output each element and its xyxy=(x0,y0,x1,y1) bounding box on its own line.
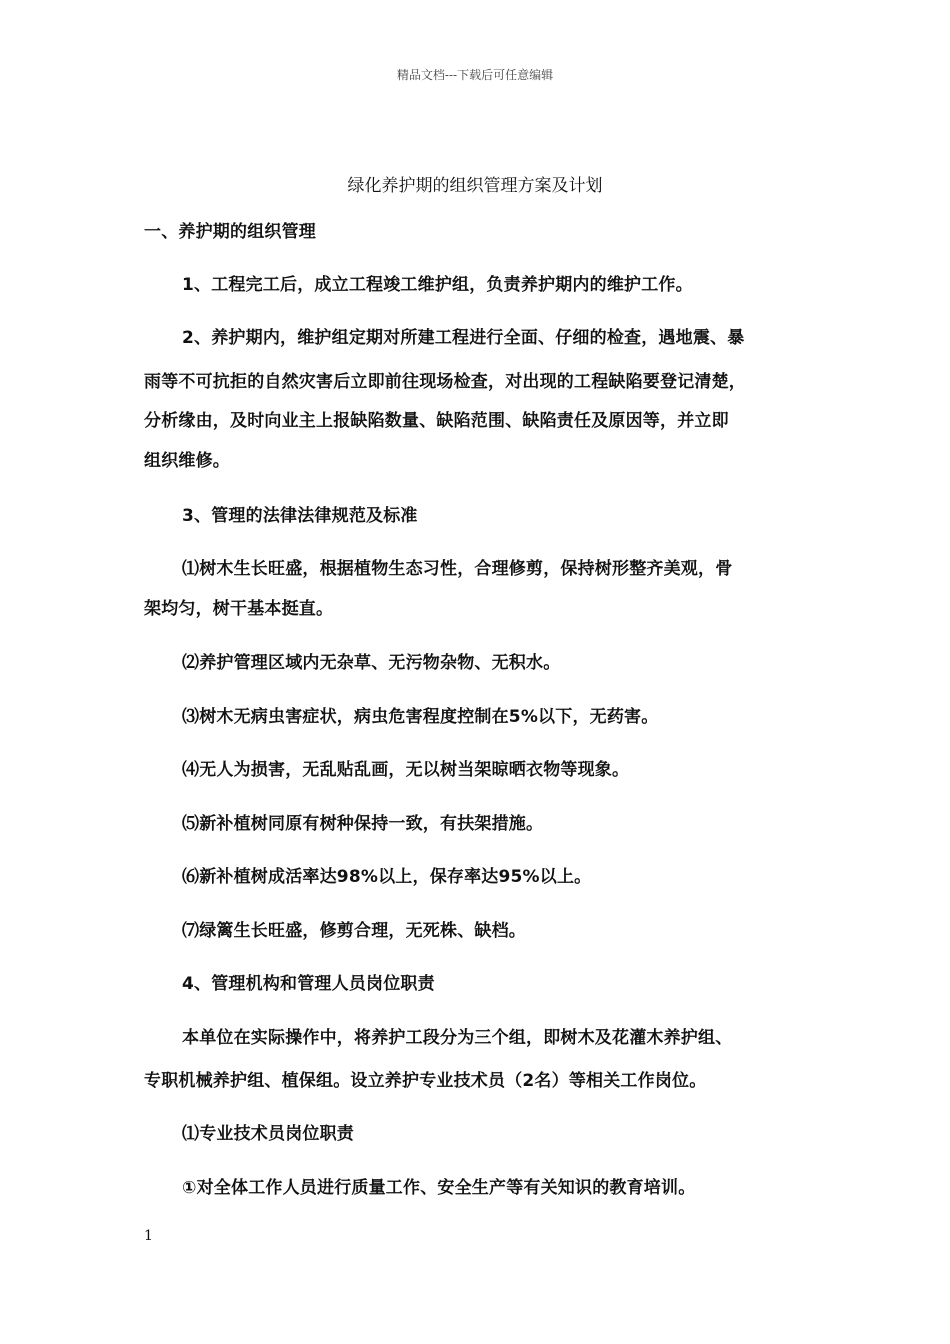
paragraph-item-2-line-3: 分析缘由，及时向业主上报缺陷数量、缺陷范围、缺陷责任及原因等，并立即 xyxy=(144,411,729,431)
paragraph-item-4: 4、管理机构和管理人员岗位职责 xyxy=(182,974,435,994)
paragraph-item-2-line-2: 雨等不可抗拒的自然灾害后立即前往现场检查，对出现的工程缺陷要登记清楚， xyxy=(144,372,746,392)
standard-7: ⑺绿篱生长旺盛，修剪合理，无死株、缺档。 xyxy=(182,921,526,941)
standard-3: ⑶树木无病虫害症状，病虫危害程度控制在5%以下，无药害。 xyxy=(182,707,659,727)
standard-5: ⑸新补植树同原有树种保持一致，有扶架措施。 xyxy=(182,814,544,834)
standard-1-line-2: 架均匀，树干基本挺直。 xyxy=(144,599,334,619)
standard-6: ⑹新补植树成活率达98%以上，保存率达95%以上。 xyxy=(182,867,592,887)
org-paragraph-line-2: 专职机械养护组、植保组。设立养护专业技术员（2名）等相关工作岗位。 xyxy=(144,1071,707,1091)
page-number: 1 xyxy=(144,1228,153,1244)
standard-1-line-1: ⑴树木生长旺盛，根据植物生态习性，合理修剪，保持树形整齐美观，骨 xyxy=(182,559,733,579)
paragraph-item-1: 1、工程完工后，成立工程竣工维护组，负责养护期内的维护工作。 xyxy=(182,275,693,295)
duty-heading: ⑴专业技术员岗位职责 xyxy=(182,1124,354,1144)
document-title: 绿化养护期的组织管理方案及计划 xyxy=(347,176,603,196)
org-paragraph-line-1: 本单位在实际操作中，将养护工段分为三个组，即树木及花灌木养护组、 xyxy=(182,1028,733,1048)
paragraph-item-3: 3、管理的法律法律规范及标准 xyxy=(182,506,418,526)
standard-4: ⑷无人为损害，无乱贴乱画，无以树当架晾晒衣物等现象。 xyxy=(182,760,630,780)
paragraph-item-2-line-4: 组织维修。 xyxy=(144,451,230,471)
page-header: 精品文档---下载后可任意编辑 xyxy=(396,68,554,82)
standard-2: ⑵养护管理区域内无杂草、无污物杂物、无积水。 xyxy=(182,653,561,673)
section-heading: 一、养护期的组织管理 xyxy=(144,222,316,242)
duty-item-1: ①对全体工作人员进行质量工作、安全生产等有关知识的教育培训。 xyxy=(182,1178,696,1198)
paragraph-item-2-line-1: 2、养护期内，维护组定期对所建工程进行全面、仔细的检查，遇地震、暴 xyxy=(182,328,745,348)
